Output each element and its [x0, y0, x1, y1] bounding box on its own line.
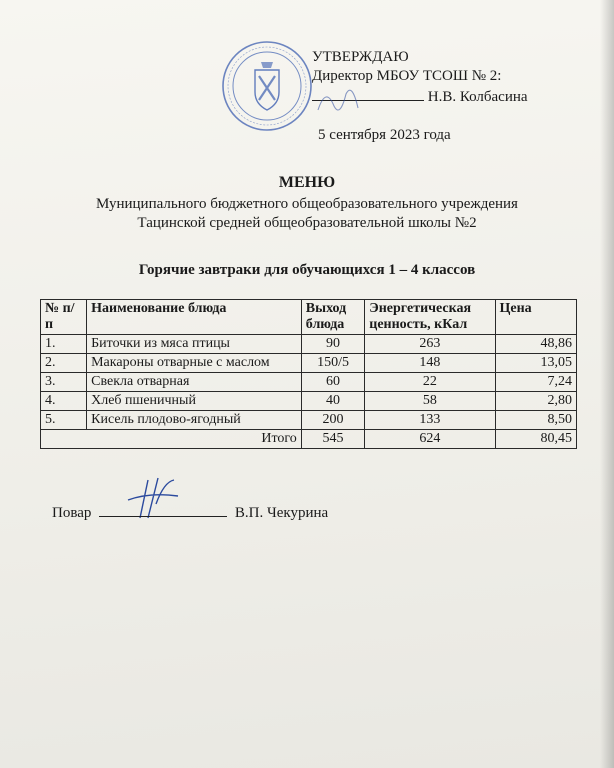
row-name: Хлеб пшеничный [87, 392, 302, 411]
menu-table [40, 299, 577, 449]
row-num: 5. [41, 411, 87, 430]
table-total-row [41, 430, 577, 449]
menu-subtitle: Горячие завтраки для обучающихся 1 – 4 классов [138, 262, 476, 278]
director-signature-icon [312, 80, 376, 120]
cook-name: В.П. Чекурина [234, 505, 329, 521]
total-label: Итого [41, 430, 302, 449]
page-shadow-edge [600, 0, 614, 768]
total-energy: 624 [365, 430, 495, 449]
row-output: 200 [301, 411, 364, 430]
cook-signature-line [99, 503, 227, 517]
row-output: 40 [301, 392, 364, 411]
row-output: 90 [301, 335, 364, 354]
header-num: № п/п [41, 300, 87, 335]
row-price: 7,24 [495, 373, 577, 392]
row-name: Макароны отварные с маслом [87, 354, 302, 373]
row-energy: 58 [365, 392, 495, 411]
header-energy: Энергетическая ценность, кКал [365, 300, 495, 335]
menu-title: МЕНЮ [278, 174, 336, 191]
table-row [41, 373, 577, 392]
approver-name: Н.В. Колбасина [427, 89, 528, 105]
cook-label: Повар [52, 505, 92, 521]
official-stamp-icon [221, 40, 313, 132]
total-output: 545 [301, 430, 364, 449]
institution-name [0, 195, 614, 233]
row-num: 4. [41, 392, 87, 411]
cook-signature-block [52, 503, 328, 522]
table-row [41, 354, 577, 373]
row-output: 150/5 [301, 354, 364, 373]
approval-position: Директор МБОУ ТСОШ № 2: [312, 68, 502, 84]
table-row [41, 392, 577, 411]
approval-date: 5 сентября 2023 года [318, 127, 451, 143]
row-energy: 22 [365, 373, 495, 392]
institution-line-2: Тацинской средней общеобразовательной школы №2 [137, 215, 477, 231]
row-price: 13,05 [495, 354, 577, 373]
table-row [41, 411, 577, 430]
row-energy: 148 [365, 354, 495, 373]
row-price: 8,50 [495, 411, 577, 430]
total-price: 80,45 [495, 430, 577, 449]
header-output: Выход блюда [301, 300, 364, 335]
approval-heading: УТВЕРЖДАЮ [312, 49, 409, 65]
row-energy: 133 [365, 411, 495, 430]
row-num: 3. [41, 373, 87, 392]
header-price: Цена [495, 300, 577, 335]
table-header-row [41, 300, 577, 335]
row-num: 1. [41, 335, 87, 354]
institution-line-1: Муниципального бюджетного общеобразовательного учреждения [96, 196, 518, 212]
row-name: Биточки из мяса птицы [87, 335, 302, 354]
row-price: 48,86 [495, 335, 577, 354]
row-energy: 263 [365, 335, 495, 354]
row-name: Свекла отварная [87, 373, 302, 392]
row-price: 2,80 [495, 392, 577, 411]
row-num: 2. [41, 354, 87, 373]
table-row [41, 335, 577, 354]
row-output: 60 [301, 373, 364, 392]
row-name: Кисель плодово-ягодный [87, 411, 302, 430]
header-name: Наименование блюда [87, 300, 302, 335]
